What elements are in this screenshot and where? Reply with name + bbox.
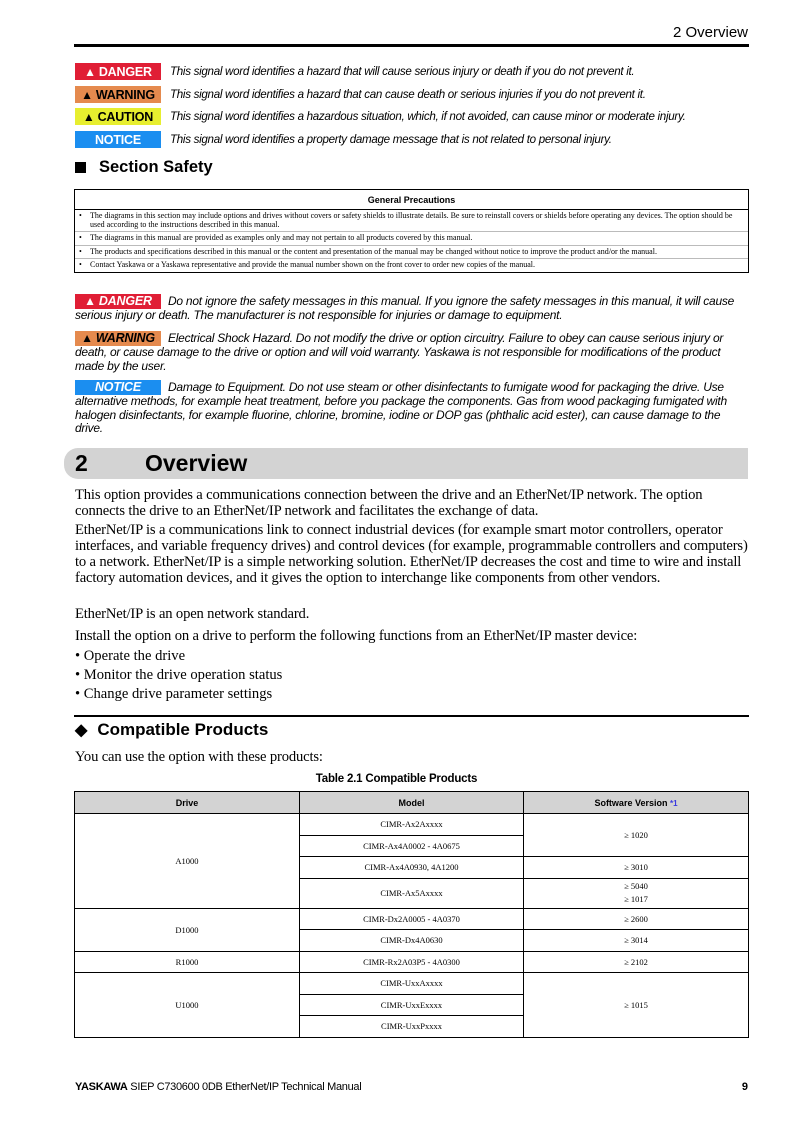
signal-word-description: This signal word identifies a hazard that can cause death or serious injuries if you do not prevent it. <box>170 88 646 101</box>
diamond-bullet-icon: ◆ <box>75 722 88 739</box>
danger-badge: ▲ DANGER <box>75 294 161 309</box>
drive-cell: R1000 <box>75 951 300 973</box>
table-row <box>75 951 749 973</box>
footer-doc: SIEP C730600 0DB EtherNet/IP Technical Manual <box>130 1081 362 1093</box>
drive-cell: D1000 <box>75 908 300 951</box>
chapter-number: 2 <box>75 450 88 476</box>
danger-message-text: Do not ignore the safety messages in this manual. If you ignore the safety messages in this manual, it will cause serious injury or death. The manufacturer is not responsible for injuries or damage to equipment. <box>75 294 735 322</box>
signal-word-description: This signal word identifies a property damage message that is not related to personal injury. <box>170 133 612 146</box>
model-cell: CIMR-Dx4A0630 <box>300 930 524 952</box>
version-cell: ≥ 5040 ≥ 1017 <box>524 878 749 908</box>
overview-paragraph: Install the option on a drive to perform the following functions from an EtherNet/IP master device: <box>75 628 638 644</box>
section-safety-heading: Section Safety <box>75 158 213 177</box>
model-cell: CIMR-Dx2A0005 - 4A0370 <box>300 908 524 930</box>
chapter-title: Overview <box>145 450 248 476</box>
precaution-item: • The products and specifications described in this manual or the content and presentation of the manual may be changed without notice to improve the product and/or the manual. <box>75 246 748 260</box>
table-caption: Table 2.1 Compatible Products <box>315 773 478 785</box>
signal-word-description: This signal word identifies a hazard that will cause serious injury or death if you do not prevent it. <box>170 65 635 78</box>
warning-triangle-icon: ▲ <box>84 293 96 308</box>
signal-word-caution <box>75 108 686 125</box>
footer-document-title <box>75 1081 361 1093</box>
drive-cell: A1000 <box>75 814 300 909</box>
running-header: 2 Overview <box>672 24 748 41</box>
warning-triangle-icon: ▲ <box>84 64 96 79</box>
model-cell: CIMR-Ax2Axxxx <box>300 814 524 836</box>
overview-paragraph: EtherNet/IP is a communications link to connect industrial devices (for example smart motor controllers, operator interfaces, and variable frequency drives) and control devices (for example, programmable controllers and computers) to a network. EtherNet/IP is a simple networking solution. EtherNet/IP decreases the cost and time to wire and install factory automation devices, and it gives the option to interchange like components from other vendors. <box>75 522 748 586</box>
model-cell: CIMR-Rx2A03P5 - 4A0300 <box>300 951 524 973</box>
warning-badge: ▲ WARNING <box>75 331 161 346</box>
danger-message <box>75 295 750 323</box>
signal-word-warning <box>75 86 646 103</box>
function-bullet: • Operate the drive <box>75 648 186 664</box>
table-header-row <box>75 792 749 814</box>
table-row <box>75 908 749 930</box>
version-cell: ≥ 3014 <box>524 930 749 952</box>
signal-word-notice <box>75 131 612 148</box>
signal-word-description: This signal word identifies a hazardous situation, which, if not avoided, can cause minor or moderate injury. <box>170 110 686 123</box>
model-cell: CIMR-UxxPxxxx <box>300 1016 524 1038</box>
warning-triangle-icon: ▲ <box>81 330 93 345</box>
footer-brand: YASKAWA <box>75 1081 128 1093</box>
precaution-item: • The diagrams in this section may include options and drives without covers or safety shields to illustrate details. Be sure to reinstall covers or shields before operating any devices. The option should be used according to the instructions described in this manual. <box>75 210 748 232</box>
caution-badge: ▲ CAUTION <box>75 108 161 125</box>
column-header-model: Model <box>300 792 524 814</box>
notice-badge: NOTICE <box>75 380 161 395</box>
version-cell: ≥ 1015 <box>524 973 749 1038</box>
general-precautions-box <box>74 189 749 273</box>
warning-message-text: Electrical Shock Hazard. Do not modify the drive or option circuitry. Failure to obey can cause serious injury or death, or cause damage to the drive or option and will void warranty. Yaskawa is not responsible for modifications of the product made by the user. <box>75 331 724 373</box>
model-cell: CIMR-Ax4A0930, 4A1200 <box>300 857 524 879</box>
subsection-rule <box>74 715 749 717</box>
precaution-item: • Contact Yaskawa or a Yaskawa representative and provide the manual number shown on the front cover to order new copies of the manual. <box>75 259 748 272</box>
chapter-heading-bar <box>64 448 748 479</box>
signal-word-danger <box>75 63 634 80</box>
drive-cell: U1000 <box>75 973 300 1038</box>
overview-paragraph: EtherNet/IP is an open network standard. <box>75 606 310 622</box>
version-cell: ≥ 2102 <box>524 951 749 973</box>
table-row <box>75 973 749 995</box>
overview-paragraph: This option provides a communications connection between the drive and an EtherNet/IP network. The option connects the drive to an EtherNet/IP network and facilitates the exchange of data. <box>75 487 703 519</box>
version-cell: ≥ 3010 <box>524 857 749 879</box>
warning-triangle-icon: ▲ <box>82 109 95 124</box>
precaution-item: • The diagrams in this manual are provided as examples only and may not pertain to all products covered by this manual. <box>75 232 748 246</box>
model-cell: CIMR-UxxExxxx <box>300 994 524 1016</box>
danger-badge: ▲ DANGER <box>75 63 161 80</box>
general-precautions-title: General Precautions <box>75 190 748 210</box>
square-bullet-icon <box>75 162 86 173</box>
header-rule <box>74 44 749 47</box>
function-bullet: • Monitor the drive operation status <box>75 667 283 683</box>
compatible-products-intro: You can use the option with these products: <box>75 749 323 765</box>
column-header-drive: Drive <box>75 792 300 814</box>
page-number: 9 <box>741 1081 748 1093</box>
compatible-products-heading: ◆ Compatible Products <box>75 720 269 739</box>
warning-message <box>75 332 750 373</box>
version-cell: ≥ 2600 <box>524 908 749 930</box>
warning-badge: ▲ WARNING <box>75 86 161 103</box>
notice-badge: NOTICE <box>75 131 161 148</box>
footnote-link[interactable]: *1 <box>669 798 678 808</box>
notice-message-text: Damage to Equipment. Do not use steam or other disinfectants to fumigate wood for packaging the drive. Use alternative methods, for example heat treatment, before you package the components. Gas from wood packaging fumigated with halogen disinfectants, for example fluorine, chlorine, bromine, iodine or DOP gas (phthalic acid ester), can cause damage to the drive. <box>75 380 727 435</box>
table-row <box>75 814 749 836</box>
model-cell: CIMR-Ax5Axxxx <box>300 878 524 908</box>
model-cell: CIMR-Ax4A0002 - 4A0675 <box>300 835 524 857</box>
function-bullet: • Change drive parameter settings <box>75 686 273 702</box>
compatible-products-table <box>74 791 749 1038</box>
version-cell: ≥ 1020 <box>524 814 749 857</box>
warning-triangle-icon: ▲ <box>81 87 93 102</box>
notice-message <box>75 381 750 436</box>
column-header-software-version: Software Version *1 <box>524 792 749 814</box>
model-cell: CIMR-UxxAxxxx <box>300 973 524 995</box>
